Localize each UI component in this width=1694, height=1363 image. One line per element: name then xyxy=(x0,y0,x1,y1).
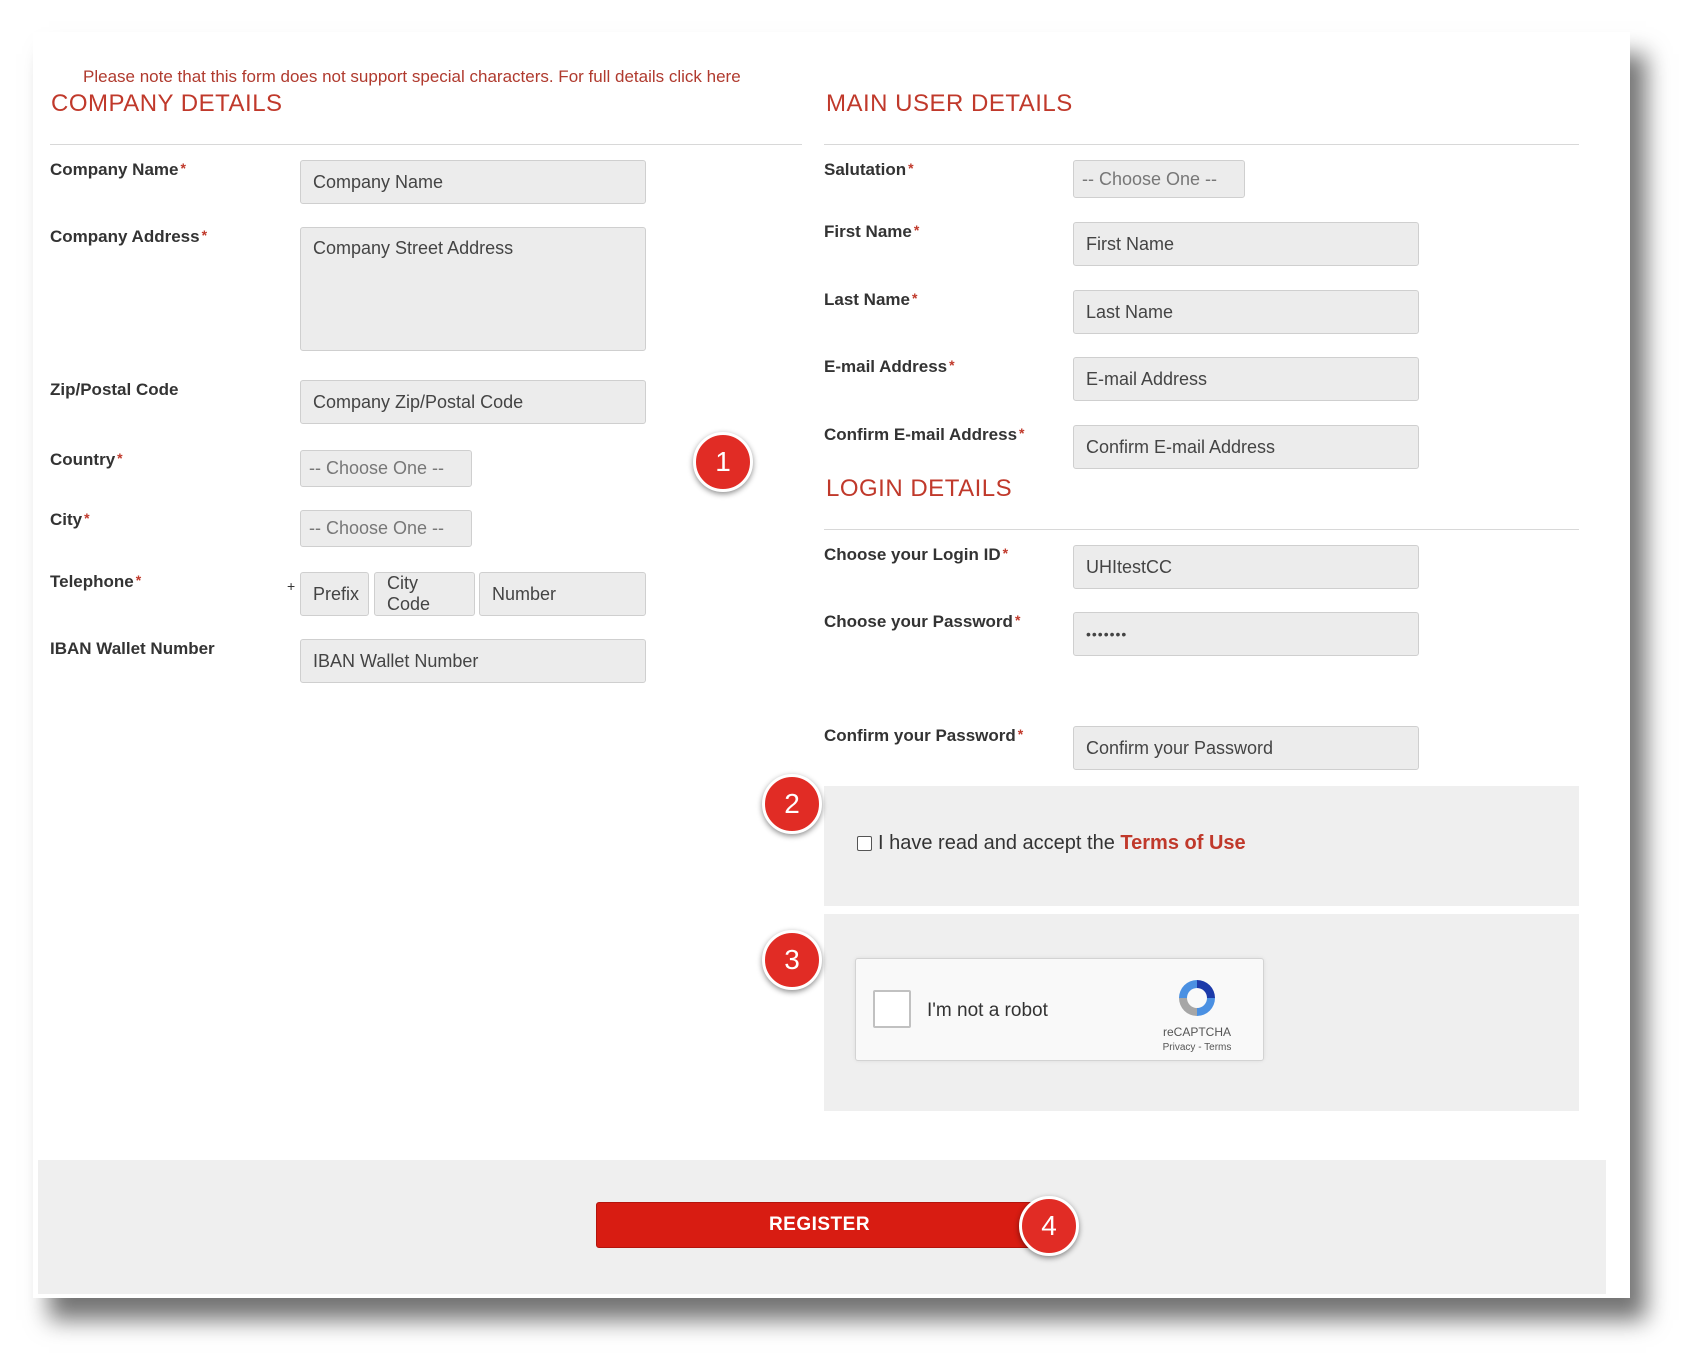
email-address-input[interactable]: E-mail Address xyxy=(1073,357,1419,401)
telephone-city-code-input[interactable]: City Code xyxy=(374,572,475,616)
company-name-label: Company Name * xyxy=(50,160,186,179)
telephone-label: Telephone * xyxy=(50,572,142,591)
company-details-title: COMPANY DETAILS xyxy=(51,90,283,117)
password-label: Choose your Password * xyxy=(824,612,1021,631)
password-input[interactable]: ••••••• xyxy=(1073,612,1419,656)
required-mark: * xyxy=(1017,726,1024,742)
company-name-input[interactable]: Company Name xyxy=(300,160,646,204)
country-select[interactable]: -- Choose One -- xyxy=(300,450,472,487)
terms-text: I have read and accept the Terms of Use xyxy=(878,832,1246,854)
required-mark: * xyxy=(1019,425,1025,441)
telephone-prefix-input[interactable]: Prefix xyxy=(300,572,369,616)
required-mark: * xyxy=(908,160,914,176)
telephone-number-input[interactable]: Number xyxy=(479,572,646,616)
register-button[interactable]: REGISTER xyxy=(596,1202,1043,1248)
required-mark: * xyxy=(201,227,208,243)
salutation-select[interactable]: -- Choose One -- xyxy=(1073,160,1245,198)
zip-postal-code-label: Zip/Postal Code xyxy=(50,380,179,399)
iban-wallet-number-label: IBAN Wallet Number xyxy=(50,639,215,658)
registration-form-page xyxy=(33,32,1630,1298)
confirm-email-address-label: Confirm E-mail Address * xyxy=(824,425,1025,444)
callout-badge-3: 3 xyxy=(762,930,822,990)
last-name-input[interactable]: Last Name xyxy=(1073,290,1419,334)
required-mark: * xyxy=(180,160,186,176)
first-name-label: First Name * xyxy=(824,222,920,241)
country-label: Country * xyxy=(50,450,123,469)
salutation-label: Salutation * xyxy=(824,160,914,179)
zip-postal-code-input[interactable]: Company Zip/Postal Code xyxy=(300,380,646,424)
login-details-title: LOGIN DETAILS xyxy=(826,475,1013,502)
company-address-label: Company Address * xyxy=(50,227,208,246)
main-user-details-title: MAIN USER DETAILS xyxy=(826,90,1073,117)
terms-of-use-link[interactable]: Terms of Use xyxy=(1120,832,1246,854)
required-mark: * xyxy=(117,450,123,466)
recaptcha-brand: reCAPTCHA xyxy=(1162,1025,1231,1039)
callout-badge-2: 2 xyxy=(762,774,822,834)
recaptcha-logo-icon xyxy=(1175,976,1219,1020)
confirm-password-input[interactable]: Confirm your Password xyxy=(1073,726,1419,770)
telephone-plus-sign: + xyxy=(287,578,296,594)
email-address-label: E-mail Address * xyxy=(824,357,955,376)
confirm-email-address-input[interactable]: Confirm E-mail Address xyxy=(1073,425,1419,469)
required-mark: * xyxy=(913,222,920,238)
main-user-details-divider xyxy=(824,144,1579,145)
required-mark: * xyxy=(1002,545,1009,561)
required-mark: * xyxy=(84,510,90,526)
callout-badge-1: 1 xyxy=(693,432,753,492)
recaptcha-checkbox[interactable] xyxy=(873,990,911,1028)
callout-badge-4: 4 xyxy=(1019,1196,1079,1256)
login-id-label: Choose your Login ID * xyxy=(824,545,1009,564)
last-name-label: Last Name * xyxy=(824,290,918,309)
recaptcha-label: I'm not a robot xyxy=(927,1000,1048,1021)
company-address-textarea[interactable]: Company Street Address xyxy=(300,227,646,351)
confirm-password-label: Confirm your Password * xyxy=(824,726,1024,745)
recaptcha-privacy-terms[interactable]: Privacy - Terms xyxy=(1162,1042,1232,1053)
city-label: City * xyxy=(50,510,90,529)
login-id-input[interactable]: UHItestCC xyxy=(1073,545,1419,589)
required-mark: * xyxy=(1014,612,1021,628)
special-characters-notice[interactable]: Please note that this form does not support special characters. For full details click here xyxy=(83,67,741,86)
first-name-input[interactable]: First Name xyxy=(1073,222,1419,266)
terms-checkbox[interactable] xyxy=(857,836,872,851)
iban-wallet-number-input[interactable]: IBAN Wallet Number xyxy=(300,639,646,683)
required-mark: * xyxy=(949,357,955,373)
required-mark: * xyxy=(135,572,142,588)
city-select[interactable]: -- Choose One -- xyxy=(300,510,472,547)
company-details-divider xyxy=(50,144,802,145)
login-details-divider xyxy=(824,529,1579,530)
required-mark: * xyxy=(911,290,918,306)
